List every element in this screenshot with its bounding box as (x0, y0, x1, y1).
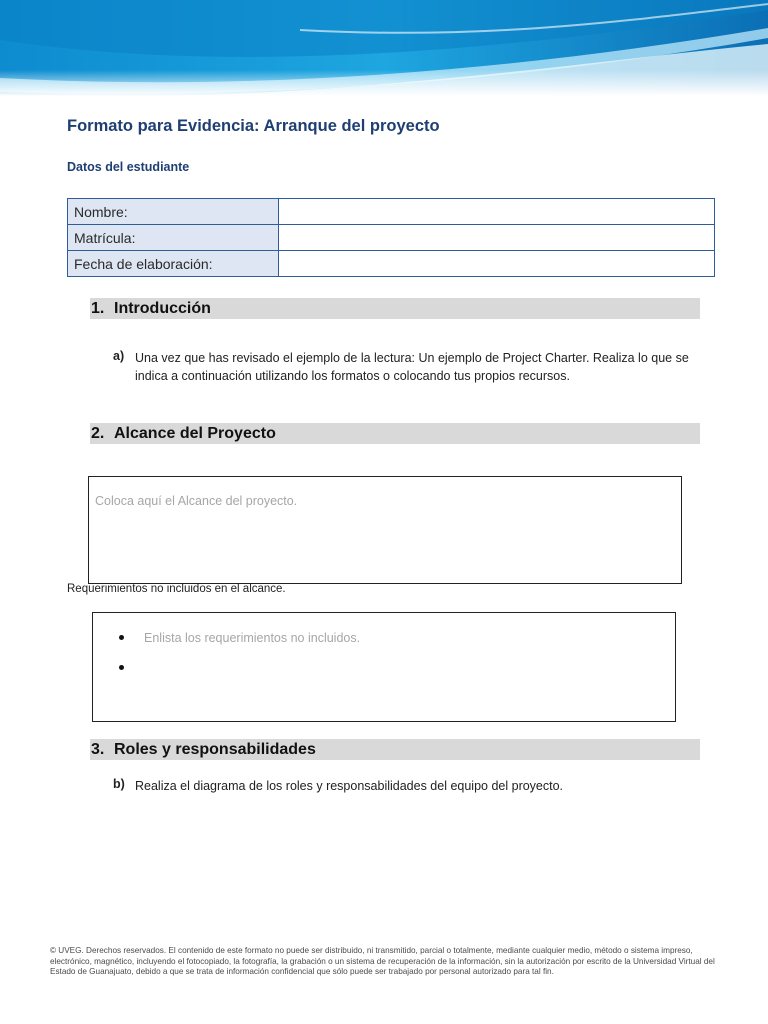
requirements-list (119, 629, 360, 689)
section-number: 3. (91, 740, 105, 758)
instruction-text: Una vez que has revisado el ejemplo de la lectura: Un ejemplo de Project Charter. Realiza lo que se indica a continuación utilizando los formatos o colocando tus propios recursos. (135, 351, 689, 383)
enrollment-field[interactable] (279, 225, 715, 251)
student-data-table (67, 198, 715, 277)
banner-graphic (0, 0, 768, 96)
copyright-footer: © UVEG. Derechos reservados. El contenido de este formato no puede ser distribuido, ni transmitido, parcial o totalmente, mediante cualquier medio, método o sistema impreso, electrónico, magnético, incluyendo el fotocopiado, la fotografía, la grabación o un sistema de recuperación de la información, sin la autorización por escrito de la Universidad Virtual del Estado de Guanajuato, debido a que se trata de información confidencial que sólo puede ser trabajado por personal autorizado para tal fin. (50, 946, 715, 976)
section-title: Alcance del Proyecto (114, 424, 276, 442)
header-banner (0, 0, 768, 96)
item-marker: b) (113, 777, 125, 791)
requirements-box[interactable] (92, 612, 676, 722)
date-label: Fecha de elaboración: (68, 251, 279, 277)
bullet-icon (119, 635, 124, 640)
student-data-heading: Datos del estudiante (67, 160, 190, 174)
section-introduction-heading (90, 298, 700, 319)
section-number: 1. (91, 299, 105, 317)
section-title: Roles y responsabilidades (114, 740, 316, 758)
bullet-icon (119, 665, 124, 670)
list-item (119, 629, 360, 659)
item-marker: a) (113, 349, 125, 363)
requirements-label: Requerimientos no incluidos en el alcance. (67, 583, 286, 595)
section-number: 2. (91, 424, 105, 442)
table-row (68, 251, 715, 277)
requirement-placeholder: Enlista los requerimientos no incluidos. (144, 631, 361, 645)
name-field[interactable] (279, 199, 715, 225)
section-title: Introducción (114, 299, 211, 317)
date-field[interactable] (279, 251, 715, 277)
enrollment-label: Matrícula: (68, 225, 279, 251)
scope-text-box[interactable] (88, 476, 682, 584)
table-row (68, 225, 715, 251)
scope-placeholder: Coloca aquí el Alcance del proyecto. (95, 494, 298, 508)
document-title: Formato para Evidencia: Arranque del proyecto (67, 117, 440, 135)
table-row (68, 199, 715, 225)
list-item (119, 659, 360, 689)
name-label: Nombre: (68, 199, 279, 225)
section-scope-heading (90, 423, 700, 444)
instruction-text: Realiza el diagrama de los roles y responsabilidades del equipo del proyecto. (135, 779, 564, 793)
section-roles-heading (90, 739, 700, 760)
